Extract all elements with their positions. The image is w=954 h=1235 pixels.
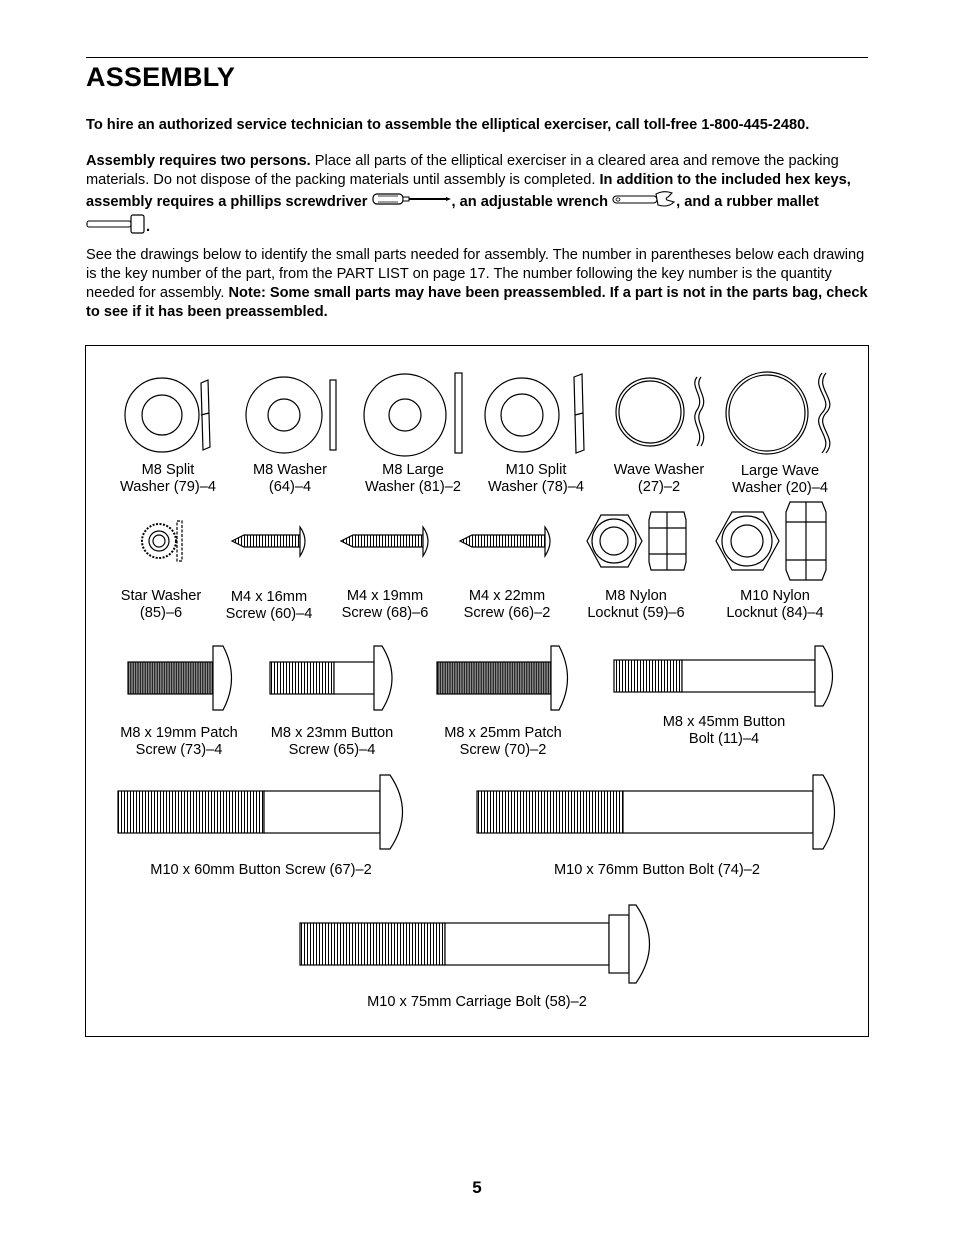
m8-19mm-patch-screw-drawing bbox=[128, 646, 232, 710]
m10-75mm-carriage-bolt-drawing bbox=[300, 905, 650, 983]
page-number: 5 bbox=[472, 1178, 482, 1197]
part-label-m10-75mm-carriage-bolt: M10 x 75mm Carriage Bolt (58)–2 bbox=[367, 994, 587, 1010]
part-label-m8-large-washer: M8 Large Washer (81)–2 bbox=[365, 462, 461, 495]
m10-nylon-locknut-drawing bbox=[716, 502, 826, 580]
page-title: ASSEMBLY bbox=[86, 62, 236, 92]
m10-split-washer-drawing bbox=[485, 374, 584, 453]
service-note: To hire an authorized service technician to assemble the elliptical exerciser, call toll-free 1-800-445-2480. bbox=[86, 117, 810, 133]
m8-split-washer-drawing bbox=[125, 378, 210, 452]
wrench-text: , an adjustable wrench bbox=[451, 193, 609, 210]
wave-washer-drawing bbox=[616, 377, 704, 446]
m10-76mm-button-bolt-drawing bbox=[477, 775, 835, 849]
m8-large-washer-drawing bbox=[364, 373, 462, 456]
part-label-m8-washer: M8 Washer (64)–4 bbox=[252, 462, 328, 495]
parts-explanation: See the drawings below to identify the small parts needed for assembly. The number in parentheses below each drawing is the key number of the part, from the PART LIST on page 17. The number following the key number is the quantity needed for assembly. bbox=[86, 247, 865, 301]
m8-23mm-button-screw-drawing bbox=[270, 646, 392, 710]
part-label-wave-washer: Wave Washer (27)–2 bbox=[613, 462, 705, 495]
star-washer-drawing bbox=[142, 521, 182, 561]
part-label-m10-60mm-button-screw: M10 x 60mm Button Screw (67)–2 bbox=[150, 862, 372, 878]
m10-60mm-button-screw-drawing bbox=[118, 775, 403, 849]
large-wave-washer-drawing bbox=[726, 372, 830, 454]
assembly-requirements-end: . bbox=[146, 218, 151, 235]
part-label-m8-25mm-patch-screw: M8 x 25mm Patch Screw (70)–2 bbox=[444, 725, 562, 758]
part-label-m10-nylon-locknut: M10 Nylon Locknut (84)–4 bbox=[726, 588, 824, 621]
placement-text: Place all parts of the elliptical exerciser in a cleared area and remove the packing materials. Do not dispose of the packing materials until assembly is completed. bbox=[86, 153, 839, 188]
m8-washer-drawing bbox=[246, 377, 336, 453]
part-label-star-washer: Star Washer (85)–6 bbox=[120, 588, 202, 621]
tools-text: In addition to the included hex keys, assembly requires a phillips screwdriver bbox=[86, 172, 851, 210]
two-persons-note: Assembly requires two persons. bbox=[86, 153, 311, 169]
part-label-m10-split-washer: M10 Split Washer (78)–4 bbox=[488, 462, 584, 495]
m8-nylon-locknut-drawing bbox=[587, 512, 686, 570]
part-label-m4-19mm-screw: M4 x 19mm Screw (68)–6 bbox=[341, 588, 429, 621]
m8-45mm-button-bolt-drawing bbox=[614, 646, 833, 706]
part-label-large-wave-washer: Large Wave Washer (20)–4 bbox=[732, 463, 828, 496]
part-label-m8-nylon-locknut: M8 Nylon Locknut (59)–6 bbox=[587, 588, 685, 621]
part-label-m10-76mm-button-bolt: M10 x 76mm Button Bolt (74)–2 bbox=[553, 862, 761, 878]
part-label-m8-45mm-button-bolt: M8 x 45mm Button Bolt (11)–4 bbox=[662, 714, 786, 747]
part-label-m8-23mm-button-screw: M8 x 23mm Button Screw (65)–4 bbox=[270, 725, 394, 758]
m8-25mm-patch-screw-drawing bbox=[437, 646, 568, 710]
part-label-m4-22mm-screw: M4 x 22mm Screw (66)–2 bbox=[463, 588, 551, 621]
preassembled-note: Note: Some small parts may have been preassembled. If a part is not in the parts bag, check to see if it has been preassembled. bbox=[86, 285, 868, 320]
part-label-m4-16mm-screw: M4 x 16mm Screw (60)–4 bbox=[225, 589, 313, 622]
m4-22mm-screw-drawing bbox=[460, 527, 550, 556]
m4-16mm-screw-drawing bbox=[232, 527, 305, 556]
part-label-m8-split-washer: M8 Split Washer (79)–4 bbox=[120, 462, 216, 495]
part-label-m8-19mm-patch-screw: M8 x 19mm Patch Screw (73)–4 bbox=[120, 725, 238, 758]
mallet-text: , and a rubber mallet bbox=[676, 193, 819, 210]
m4-19mm-screw-drawing bbox=[341, 527, 428, 556]
